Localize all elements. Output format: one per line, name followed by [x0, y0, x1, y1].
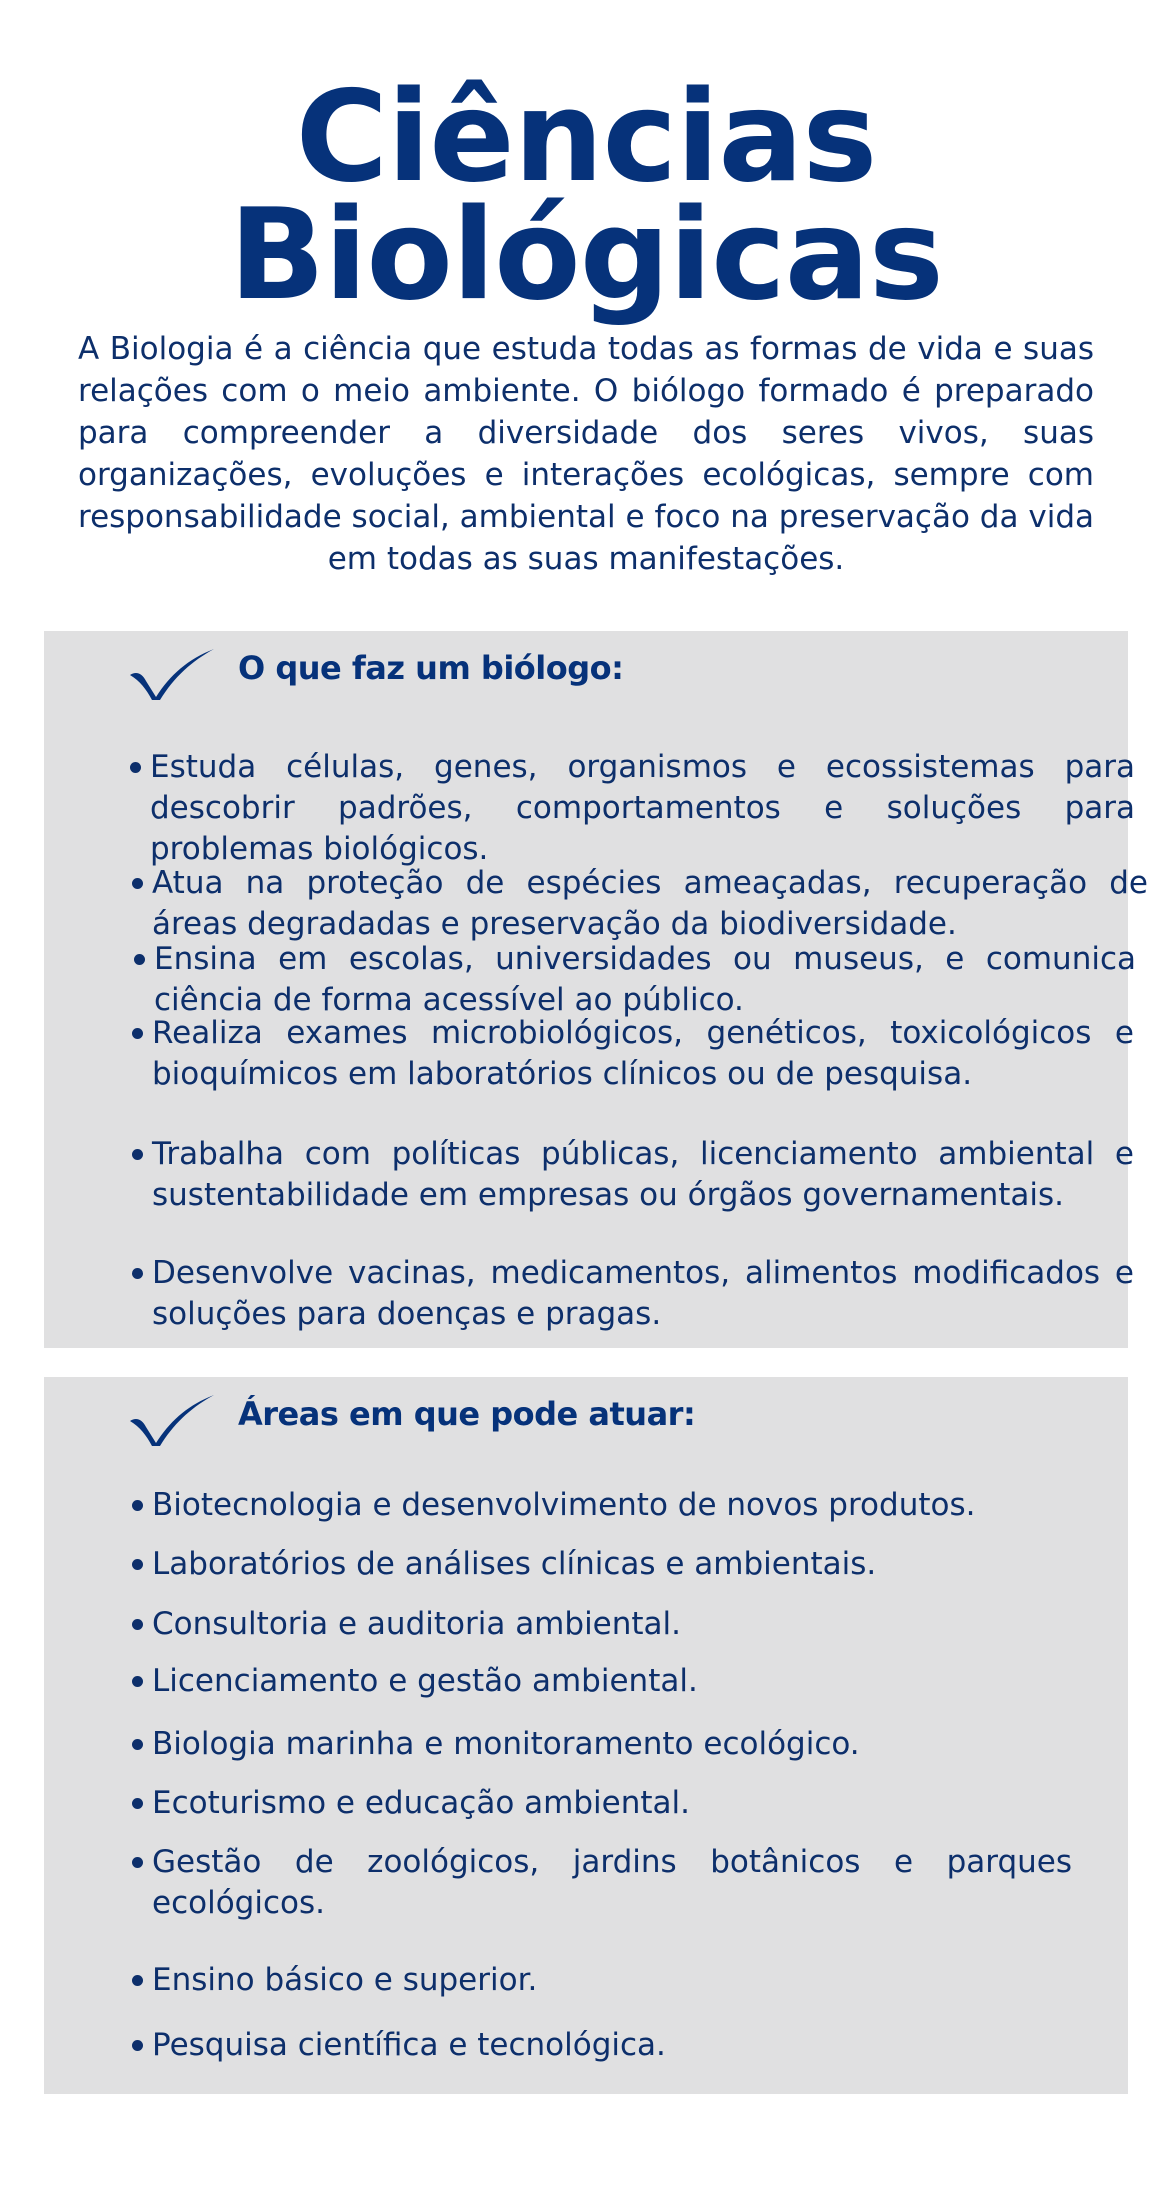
- bullet-icon: [130, 762, 141, 773]
- list-item-text: Biotecnologia e desenvolvimento de novos produtos.: [152, 1487, 976, 1523]
- bullet-icon: [132, 1857, 143, 1868]
- list-item: [152, 2025, 1072, 2066]
- list-item-text: Ensina em escolas, universidades ou museus, e comunica ciência de forma acessível ao público.: [154, 941, 1136, 1018]
- bullet-icon: [132, 1619, 143, 1630]
- bullet-icon: [132, 1500, 143, 1511]
- list-item-text: Ecoturismo e educação ambiental.: [152, 1785, 690, 1821]
- list-item: [152, 1842, 1072, 1924]
- list-item-text: Estuda células, genes, organismos e ecossistemas para descobrir padrões, comportamentos e soluções para problemas biológicos.: [150, 749, 1135, 867]
- list-item-text: Consultoria e auditoria ambiental.: [152, 1606, 682, 1642]
- list-item: [152, 1661, 1072, 1702]
- list-item-text: Gestão de zoológicos, jardins botânicos e parques ecológicos.: [152, 1844, 1072, 1921]
- list-item: [152, 1013, 1134, 1095]
- bullet-icon: [132, 1676, 143, 1687]
- page-title-line-1: Ciências: [295, 63, 877, 210]
- bullet-icon: [132, 1975, 143, 1986]
- list-item-text: Trabalha com políticas públicas, licenciamento ambiental e sustentabilidade em empresas ou órgãos governamentais.: [152, 1136, 1134, 1213]
- bullet-icon: [132, 1028, 143, 1039]
- list-item: [152, 863, 1148, 945]
- areas-panel: [44, 1377, 1128, 2094]
- list-item: [154, 939, 1136, 1021]
- bullet-icon: [132, 878, 143, 889]
- bullet-icon: [132, 1268, 143, 1279]
- list-item: [152, 1604, 1072, 1645]
- areas-heading: Áreas em que pode atuar:: [238, 1395, 696, 1433]
- bullet-icon: [132, 1798, 143, 1809]
- checkmark-icon: [126, 645, 216, 701]
- list-item-text: Realiza exames microbiológicos, genéticos, toxicológicos e bioquímicos em laboratórios clínicos ou de pesquisa.: [152, 1015, 1134, 1092]
- list-item: [150, 747, 1135, 870]
- list-item-text: Laboratórios de análises clínicas e ambientais.: [152, 1546, 877, 1582]
- activities-panel: [44, 631, 1148, 1348]
- activities-heading: O que faz um biólogo:: [238, 649, 624, 687]
- list-item-text: Biologia marinha e monitoramento ecológico.: [152, 1726, 860, 1762]
- list-item: [152, 1960, 1072, 2001]
- list-item-text: Desenvolve vacinas, medicamentos, alimentos modificados e soluções para doenças e pragas.: [152, 1255, 1134, 1332]
- bullet-icon: [132, 1559, 143, 1570]
- page-title-line-2: Biológicas: [229, 181, 943, 328]
- list-item: [152, 1544, 1072, 1585]
- list-item: [152, 1485, 1072, 1526]
- checkmark-icon: [126, 1391, 216, 1447]
- bullet-icon: [132, 1739, 143, 1750]
- list-item-text: Licenciamento e gestão ambiental.: [152, 1663, 698, 1699]
- list-item: [152, 1134, 1134, 1216]
- intro-paragraph: A Biologia é a ciência que estuda todas as formas de vida e suas relações com o meio ambiente. O biólogo formado é preparado para compreender a diversidade dos seres vivos, suas organizações, evoluções e interações ecológicas, sempre com responsabilidade social, ambiental e foco na preservação da vida em todas as suas manifestações.: [78, 331, 1094, 577]
- list-item-text: Atua na proteção de espécies ameaçadas, recuperação de áreas degradadas e preservação da biodiversidade.: [152, 865, 1148, 942]
- list-item: [152, 1253, 1134, 1335]
- list-item: [152, 1783, 1072, 1824]
- list-item-text: Ensino básico e superior.: [152, 1962, 538, 1998]
- list-item-text: Pesquisa científica e tecnológica.: [152, 2027, 666, 2063]
- bullet-icon: [132, 2040, 143, 2051]
- bullet-icon: [134, 954, 145, 965]
- bullet-icon: [132, 1149, 143, 1160]
- list-item: [152, 1724, 1072, 1765]
